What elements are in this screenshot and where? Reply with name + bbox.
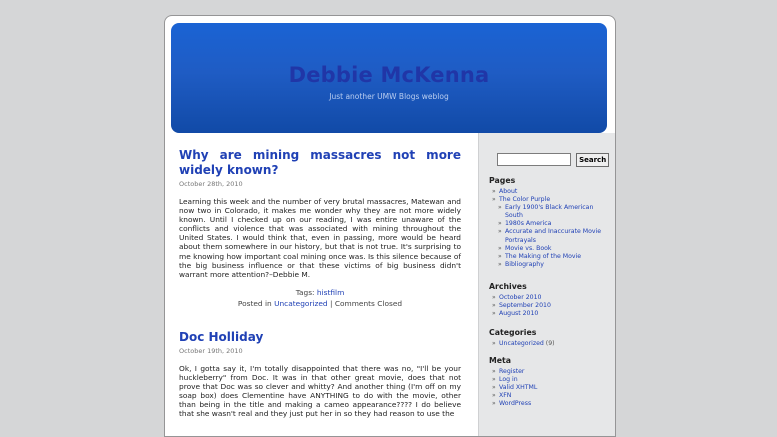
pages-list <box>489 188 613 269</box>
post <box>179 330 461 419</box>
post-date: October 19th, 2010 <box>179 346 243 355</box>
blog-header <box>171 23 607 133</box>
sidebar-link[interactable]: » Movie vs. Book <box>491 245 613 253</box>
post-tags <box>179 288 461 297</box>
search-button[interactable]: Search <box>576 153 609 167</box>
post <box>179 148 461 308</box>
sidebar-link[interactable]: » August 2010 <box>491 310 613 318</box>
comments-status: Comments Closed <box>334 298 403 308</box>
meta-list <box>489 368 613 408</box>
sidebar-link[interactable]: » October 2010 <box>491 294 613 302</box>
sidebar-link[interactable]: » XFN <box>491 392 613 400</box>
sidebar-link[interactable]: » Bibliography <box>491 261 613 269</box>
sidebar-link[interactable]: » The Making of the Movie <box>491 253 613 261</box>
archives-heading: Archives <box>489 282 527 291</box>
tag-link[interactable]: histfilm <box>316 287 345 297</box>
category-count: (9) <box>543 340 555 347</box>
sidebar-link[interactable]: » Register <box>491 368 613 376</box>
sidebar-link[interactable]: » Log in <box>491 376 613 384</box>
categories-list <box>489 340 613 348</box>
category-item <box>491 340 613 348</box>
page-container <box>164 15 616 437</box>
search-form <box>497 149 609 168</box>
sidebar <box>478 133 616 437</box>
post-title-link[interactable]: Doc Holliday <box>179 329 264 344</box>
sidebar-link[interactable]: » About <box>491 188 613 196</box>
sidebar-link[interactable]: » The Color Purple <box>491 196 613 204</box>
sidebar-link[interactable]: » Early 1900's Black American South <box>491 204 613 220</box>
category-link[interactable]: Uncategorized <box>499 340 544 347</box>
post-title-link[interactable]: Why are mining massacres not more widely known? <box>179 148 461 177</box>
sidebar-link[interactable]: » Accurate and Inaccurate Movie Portrayals <box>491 228 613 244</box>
main-content <box>179 148 461 437</box>
sidebar-link[interactable]: » Valid XHTML <box>491 384 613 392</box>
archives-list <box>489 294 613 318</box>
tags-label: Tags: <box>295 287 315 297</box>
category-link[interactable]: Uncategorized <box>274 298 328 308</box>
post-date: October 28th, 2010 <box>179 180 243 188</box>
blog-title-link[interactable]: Debbie McKenna <box>288 63 490 87</box>
categories-section <box>489 328 613 348</box>
search-input[interactable] <box>497 153 571 166</box>
pages-heading: Pages <box>489 176 516 185</box>
posted-in-label: Posted in <box>237 298 272 308</box>
sidebar-link[interactable]: » 1980s America <box>491 220 613 228</box>
post-body: Ok, I gotta say it, I'm totally disappointed that there was no, "I'll be your huckleberry" from Doc. It was in that other great movie, does that not prove that Doc was so clever and whitty? And another thing (I'm off on my soap box) does Clementine have ANYTHING to do with the movie, other than being in the title and making a cameo appearance???? I do believe that she wasn't real and they just put her in so they had reason to use the <box>179 363 461 419</box>
post-body: Learning this week and the number of very brutal massacres, Matewan and now two in Colorado, it makes me wonder why they are not more widely known. Until I checked up on our reading, I was entire unaware of the conflicts and violence that was associated with mining throughout the United States. I would think that, even in passing, more would be heard about them somewhere in our history, but that is not true. It's surprising to me knowing how important coal mining once was. Is this silence because of the big business influence or that these victims of big business didn't warrant more attention?–Debbie M. <box>179 197 461 279</box>
meta-separator: | <box>329 298 333 308</box>
meta-section <box>489 356 613 408</box>
sidebar-link[interactable]: » WordPress <box>491 400 613 408</box>
pages-section <box>489 176 613 269</box>
blog-tagline: Just another UMW Blogs weblog <box>329 92 449 101</box>
archives-section <box>489 282 613 318</box>
post-meta <box>179 299 461 308</box>
sidebar-link[interactable]: » September 2010 <box>491 302 613 310</box>
categories-heading: Categories <box>489 328 537 337</box>
meta-heading: Meta <box>489 356 512 365</box>
